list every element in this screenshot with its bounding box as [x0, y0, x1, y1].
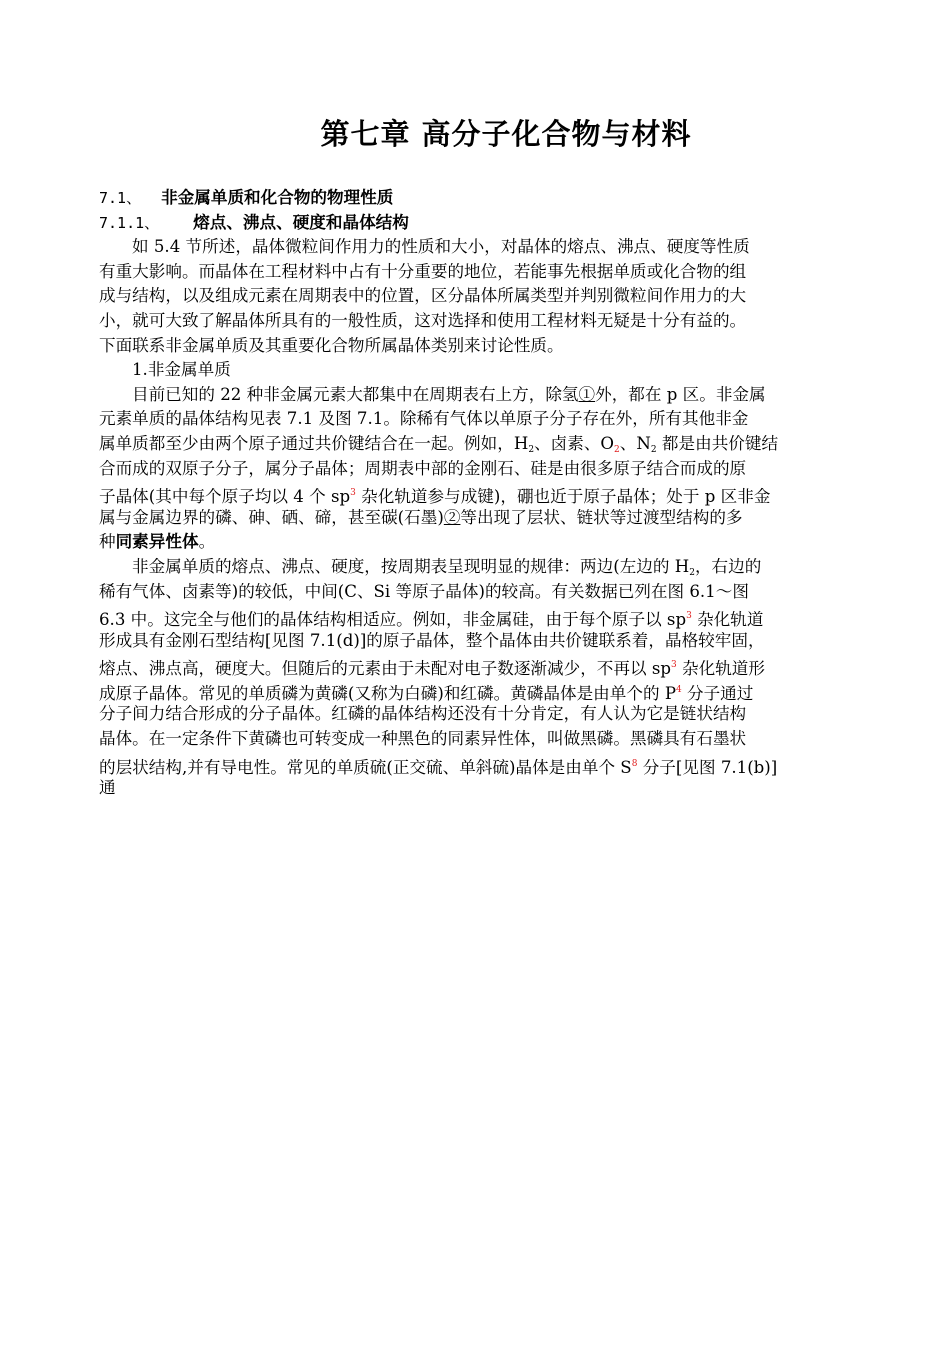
paragraph-line: 有重大影响。而晶体在工程材料中占有十分重要的地位，若能事先根据单质或化合物的组	[99, 261, 747, 281]
paragraph-line: 合而成的双原子分子，属分子晶体；周期表中部的金刚石、硅是由很多原子结合而成的原	[99, 458, 747, 478]
superscript: 3	[350, 488, 356, 499]
section-heading-7-1	[99, 186, 857, 211]
paragraph-line	[99, 653, 857, 678]
text-run: 属与金属边界的磷、砷、硒、碲，甚至碳(石墨)	[99, 507, 444, 527]
paragraph-line	[99, 752, 857, 777]
list-item-heading: 1.非金属单质	[132, 360, 231, 380]
paragraph-line: 晶体。在一定条件下黄磷也可转变成一种黑色的同素异性体，叫做黑磷。黑磷具有石墨状	[99, 729, 747, 749]
text-run: 非金属单质的熔点、沸点、硬度，按周期表呈现明显的规律：两边(左边的 H	[132, 556, 690, 576]
subscript: 2	[614, 444, 620, 455]
text-run: 分子通过	[681, 683, 754, 703]
paragraph-line: 小，就可大致了解晶体所具有的一般性质，这对选择和使用工程材料无疑是十分有益的。	[99, 310, 747, 330]
text-run: 熔点、沸点高，硬度大。但随后的元素由于未配对电子数逐渐减少，不再以 sp	[99, 659, 672, 679]
footnote-marker[interactable]: ①	[578, 384, 596, 404]
text-run: 杂化轨道形	[676, 659, 765, 679]
paragraph-line	[99, 678, 857, 703]
text-run: 种	[99, 532, 116, 552]
text-run: 。	[198, 532, 216, 552]
text-run: 杂化轨道参与成键)，硼也近于原子晶体；处于 p 区非金	[355, 487, 771, 507]
superscript: 8	[631, 758, 638, 769]
paragraph-line	[99, 481, 857, 506]
subscript: 2	[689, 567, 695, 578]
section-title: 熔点、沸点、硬度和晶体结构	[193, 212, 409, 232]
paragraph-line	[99, 604, 857, 629]
chapter-title: 第七章 高分子化合物与材料	[320, 117, 692, 151]
paragraph-line	[99, 530, 857, 555]
paragraph-line: 元素单质的晶体结构见表 7.1 及图 7.1。除稀有气体以单原子分子存在外，所有其他非金	[99, 409, 749, 429]
text-run: 杂化轨道	[691, 610, 764, 630]
text-run: 成原子晶体。常见的单质磷为黄磷(又称为白磷)和红磷。黄磷晶体是由单个的 P	[99, 683, 676, 703]
paragraph-line: 下面联系非金属单质及其重要化合物所属晶体类别来讨论性质。	[99, 335, 564, 355]
text-run: 属单质都至少由两个原子通过共价键结合在一起。例如，H	[99, 433, 529, 453]
subscript: 2	[650, 444, 657, 455]
document-body	[99, 186, 857, 801]
text-run: 外，都在 p 区。非金属	[595, 384, 766, 404]
text-run: 、N	[619, 433, 651, 453]
text-run: ，右边的	[694, 556, 762, 576]
text-run: 都是由共价键结	[656, 433, 779, 453]
section-title: 非金属单质和化合物的物理性质	[161, 188, 394, 207]
paragraph-line: 稀有气体、卤素等)的较低，中间(C、Si 等原子晶体)的较高。有关数据已列在图 6.1～图	[99, 581, 749, 601]
bold-term: 同素异性体	[115, 532, 199, 552]
superscript: 3	[671, 660, 677, 671]
section-heading-7-1-1	[99, 211, 857, 236]
superscript: 3	[686, 611, 692, 622]
text-run: 等出现了层状、链状等过渡型结构的多	[460, 507, 743, 527]
text-run: 分子[见图 7.1(b)]	[637, 757, 778, 777]
text-run: 、卤素、O	[534, 433, 615, 453]
text-run: 的层状结构,并有导电性。常见的单质硫(正交硫、单斜硫)晶体是由单个 S	[99, 757, 632, 777]
text-run: 6.3 中。这完全与他们的晶体结构相适应。例如，非金属硅，由于每个原子以 sp	[99, 610, 687, 630]
superscript: 4	[675, 684, 682, 695]
paragraph-line: 形成具有金刚石型结构[见图 7.1(d)]的原子晶体，整个晶体由共价键联系着，晶格较牢固，	[99, 630, 765, 650]
paragraph-line: 成与结构，以及组成元素在周期表中的位置，区分晶体所属类型并判别微粒间作用力的大	[99, 286, 747, 306]
paragraph-line	[99, 555, 857, 580]
paragraph-line	[99, 506, 857, 531]
paragraph-line	[99, 432, 857, 457]
paragraph-line: 如 5.4 节所述，晶体微粒间作用力的性质和大小，对晶体的熔点、沸点、硬度等性质	[132, 237, 750, 257]
paragraph-line	[99, 383, 857, 408]
paragraph-line: 通	[99, 778, 116, 798]
text-run: 目前已知的 22 种非金属元素大都集中在周期表右上方，除氢	[132, 384, 579, 404]
footnote-marker[interactable]: ②	[443, 507, 461, 527]
paragraph-line: 分子间力结合形成的分子晶体。红磷的晶体结构还没有十分肯定，有人认为它是链状结构	[99, 704, 747, 724]
section-number: 7.1.1、	[99, 213, 160, 232]
text-run: 子晶体(其中每个原子均以 4 个 sp	[99, 487, 351, 507]
subscript: 2	[528, 444, 535, 455]
section-number: 7.1、	[99, 189, 142, 207]
